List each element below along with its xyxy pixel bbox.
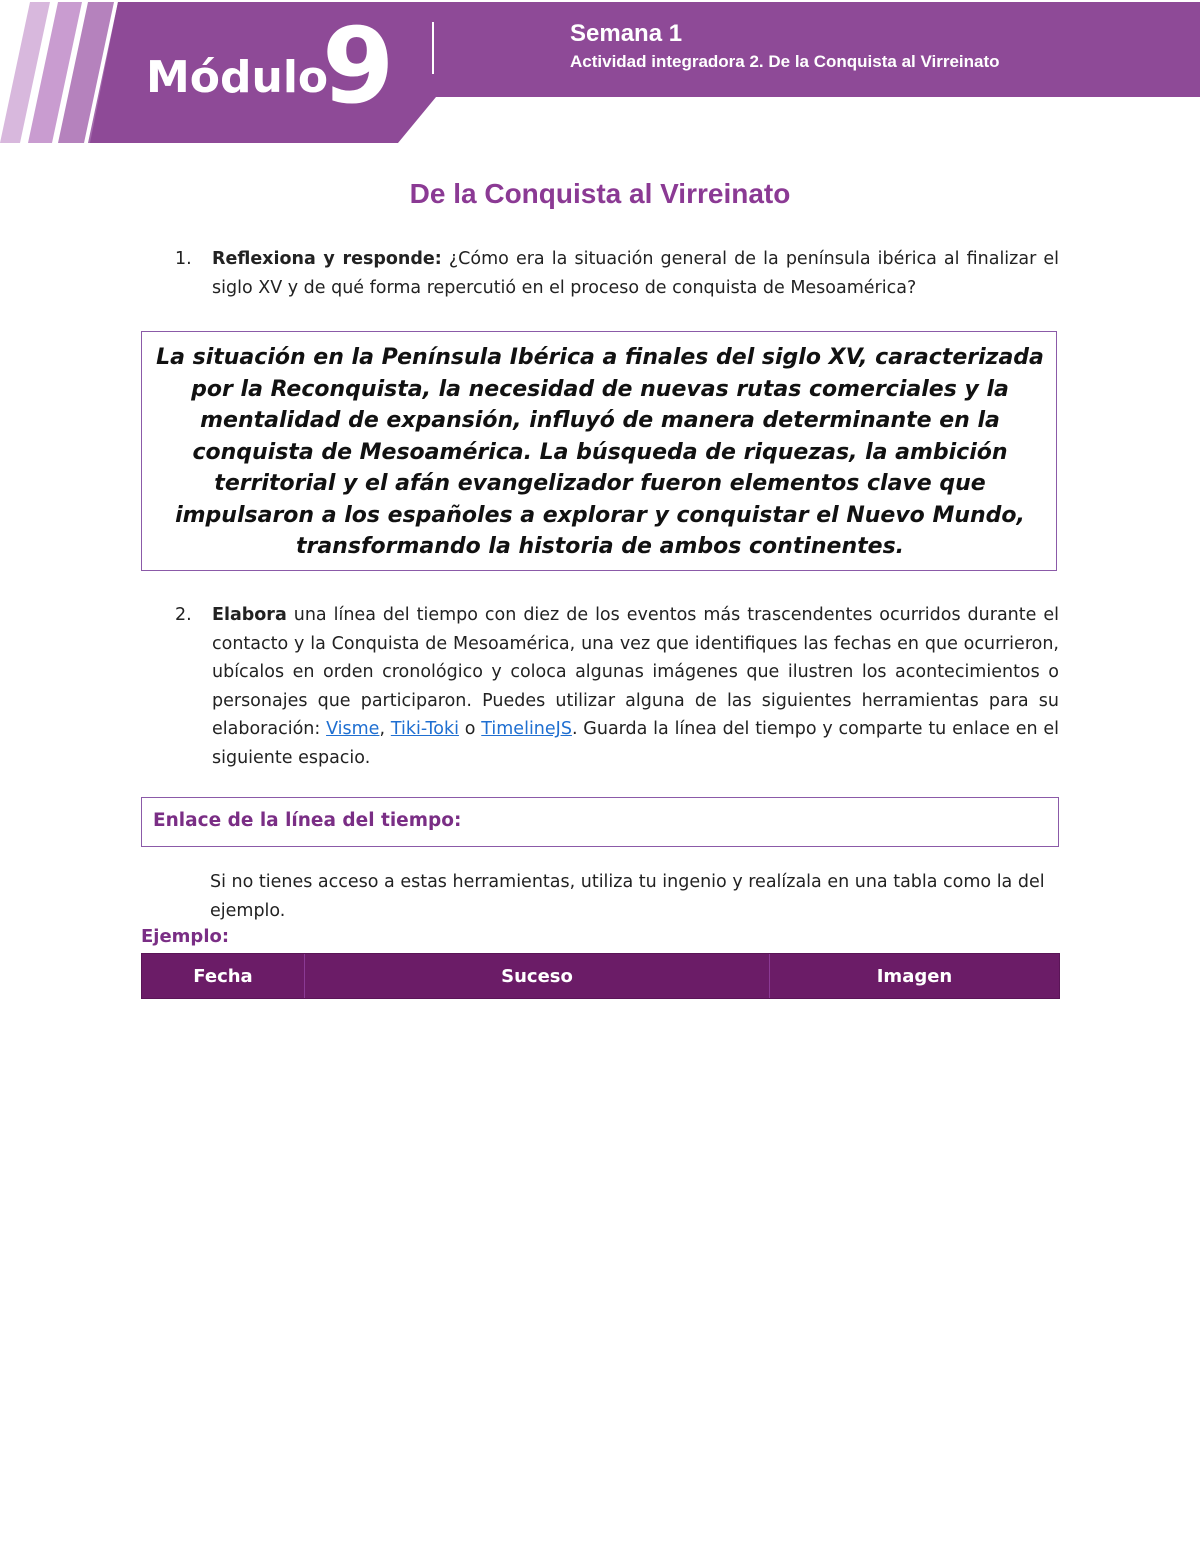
module-number: 9 xyxy=(322,5,395,127)
week-title: Semana 1 xyxy=(570,20,683,47)
tiki-toki-link[interactable]: Tiki-Toki xyxy=(390,719,459,739)
question-2 xyxy=(175,601,1059,772)
question-2-text xyxy=(212,601,1059,772)
alternative-note: Si no tienes acceso a estas herramientas, utiliza tu ingenio y realízala en una tabla como la del ejemplo. xyxy=(210,872,1045,921)
visme-link[interactable]: Visme xyxy=(326,719,380,739)
header-divider xyxy=(432,22,434,74)
page-title: De la Conquista al Virreinato xyxy=(409,178,791,209)
module-label: Módulo xyxy=(146,52,329,103)
question-1-number: 1. xyxy=(175,249,192,269)
question-2-body-start: una línea del tiempo con diez de los eventos más trascendentes ocurridos durante el contacto y la Conquista de Mesoamérica, una vez que identifiques las fechas en que ocurrieron, ubícalos en orden cronológico y coloca algunas imágenes que ilustren los acontecimientos o personajes que participaron. Puedes utilizar alguna de las siguientes herramientas para su elaboración: xyxy=(212,605,1059,739)
question-1-bold: Reflexiona y responde: xyxy=(212,249,442,269)
question-1-body: ¿Cómo era la situación general de la península ibérica al finalizar el siglo XV y de qué forma repercutió en el proceso de conquista de Mesoamérica? xyxy=(212,249,1060,298)
question-2-number: 2. xyxy=(175,605,192,625)
question-2-body-end: . Guarda la línea del tiempo y comparte tu enlace en el siguiente espacio. xyxy=(212,719,1059,768)
example-table-header xyxy=(141,953,1060,999)
header-fecha: Fecha xyxy=(142,954,305,998)
question-2-bold: Elabora xyxy=(212,605,287,625)
link-separator-2: o xyxy=(458,719,482,739)
example-label: Ejemplo: xyxy=(141,926,230,947)
module-header-banner xyxy=(0,0,1200,150)
timeline-link-label: Enlace de la línea del tiempo: xyxy=(153,810,462,831)
timelinejs-link[interactable]: TimelineJS xyxy=(481,719,572,739)
question-1 xyxy=(175,245,1059,302)
header-suceso: Suceso xyxy=(305,954,770,998)
activity-title: Actividad integradora 2. De la Conquista al Virreinato xyxy=(570,52,1000,71)
header-imagen: Imagen xyxy=(876,965,953,987)
question-1-text xyxy=(212,245,1059,302)
answer-text: La situación en la Península Ibérica a finales del siglo XV, caracterizada por la Reconquista, la necesidad de nuevas rutas comerciales y la mentalidad de expansión, influyó de manera determinante en la conquista de Mesoamérica. La búsqueda de riquezas, la ambición territorial y el afán evangelizador fueron elementos clave que impulsaron a los españoles a explorar y conquistar el Nuevo Mundo, transformando la historia de ambos continentes. xyxy=(156,345,1044,559)
link-separator-1: , xyxy=(379,719,391,739)
